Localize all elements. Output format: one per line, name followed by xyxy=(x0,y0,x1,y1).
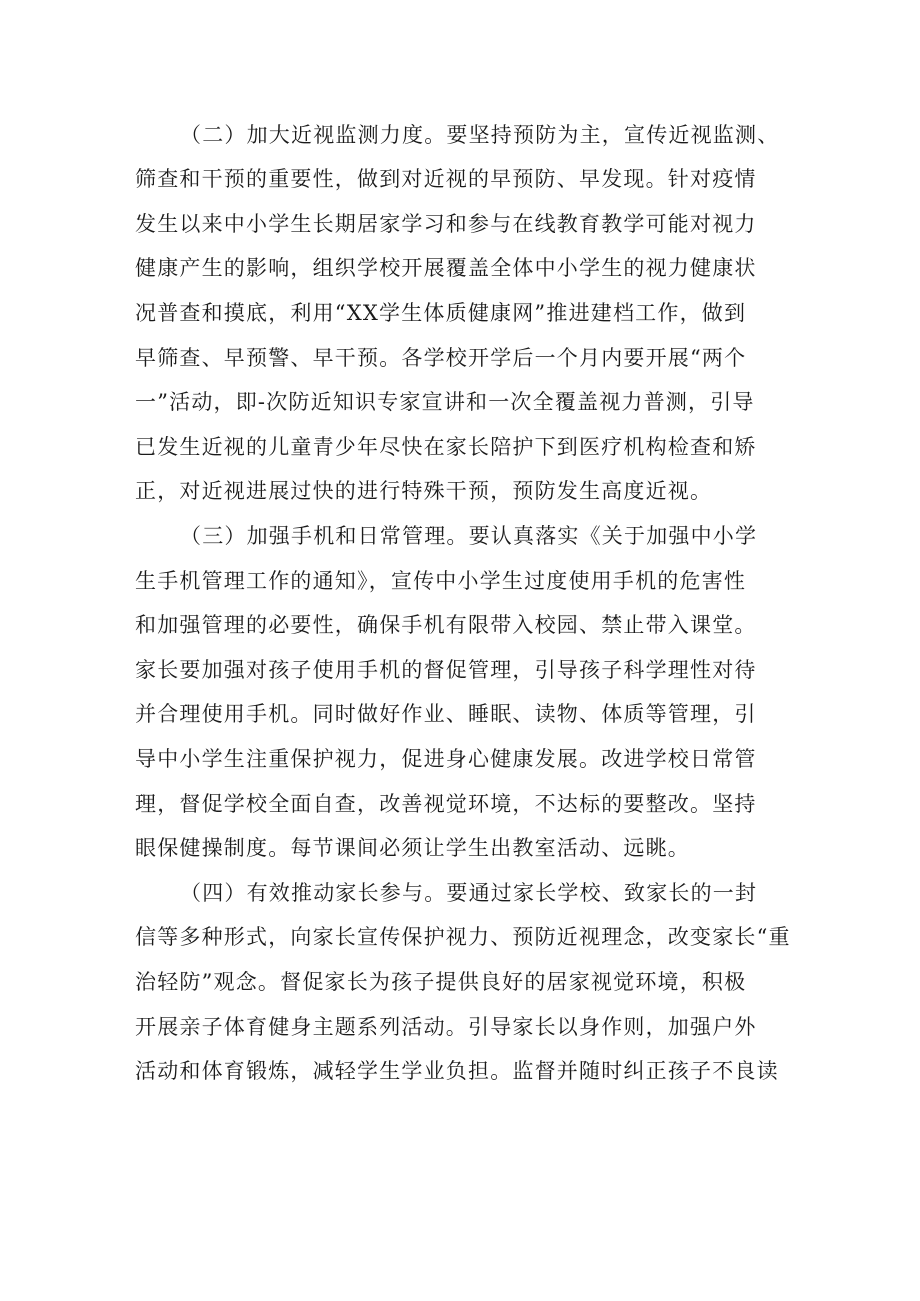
paragraph-3-line-1: （三）加强手机和日常管理。要认真落实《关于加强中小学 xyxy=(180,524,758,548)
paragraph-4-line-2: 信等多种形式，向家长宣传保护视力、预防近视理念，改变家长“重 xyxy=(135,925,791,949)
paragraph-2-line-8: 已发生近视的儿童青少年尽快在家长陪护下到医疗机构检查和矫 xyxy=(135,435,757,459)
paragraph-3-line-7: 理，督促学校全面自查，改善视觉环境，不达标的要整改。坚持 xyxy=(135,792,757,816)
paragraph-2-line-7: 一”活动，即-次防近知识专家宣讲和一次全覆盖视力普测，引导 xyxy=(135,390,755,414)
paragraph-3-line-2: 生手机管理工作的通知》，宣传中小学生过度使用手机的危害性 xyxy=(135,569,747,593)
paragraph-4-line-5: 活动和体育锻炼，减轻学生学业负担。监督并随时纠正孩子不良读 xyxy=(135,1059,779,1083)
paragraph-4-line-1: （四）有效推动家长参与。要通过家长学校、致家长的一封 xyxy=(180,881,758,905)
paragraph-2-line-9: 正，对近视进展过快的进行特殊干预，预防发生高度近视。 xyxy=(135,479,713,503)
paragraph-2-line-5: 况普查和摸底，利用“XX学生体质健康网”推进建档工作，做到 xyxy=(135,301,747,325)
paragraph-3-line-3: 和加强管理的必要性，确保手机有限带入校园、禁止带入课堂。 xyxy=(135,613,757,637)
paragraph-2-line-4: 健康产生的影响，组织学校开展覆盖全体中小学生的视力健康状 xyxy=(135,256,757,280)
paragraph-4-line-4: 开展亲子体育健身主题系列活动。引导家长以身作则，加强户外 xyxy=(135,1015,757,1039)
paragraph-3-line-6: 导中小学生注重保护视力，促进身心健康发展。改进学校日常管 xyxy=(135,747,757,771)
paragraph-2-line-1: （二）加大近视监测力度。要坚持预防为主，宣传近视监测、 xyxy=(180,123,780,147)
paragraph-3-line-8: 眼保健操制度。每节课间必须让学生出教室活动、远眺。 xyxy=(135,836,690,860)
paragraph-2-line-2: 筛查和干预的重要性，做到对近视的早预防、早发现。针对疫情 xyxy=(135,167,757,191)
paragraph-3-line-4: 家长要加强对孩子使用手机的督促管理，引导孩子科学理性对待 xyxy=(135,658,757,682)
paragraph-2-line-6: 早筛查、早预警、早干预。各学校开学后一个月内要开展“两个 xyxy=(135,346,747,370)
paragraph-3-line-5: 并合理使用手机。同时做好作业、睡眠、读物、体质等管理，引 xyxy=(135,702,757,726)
paragraph-4-line-3: 治轻防”观念。督促家长为孩子提供良好的居家视觉环境，积极 xyxy=(135,970,747,994)
paragraph-2-line-3: 发生以来中小学生长期居家学习和参与在线教育教学可能对视力 xyxy=(135,212,757,236)
